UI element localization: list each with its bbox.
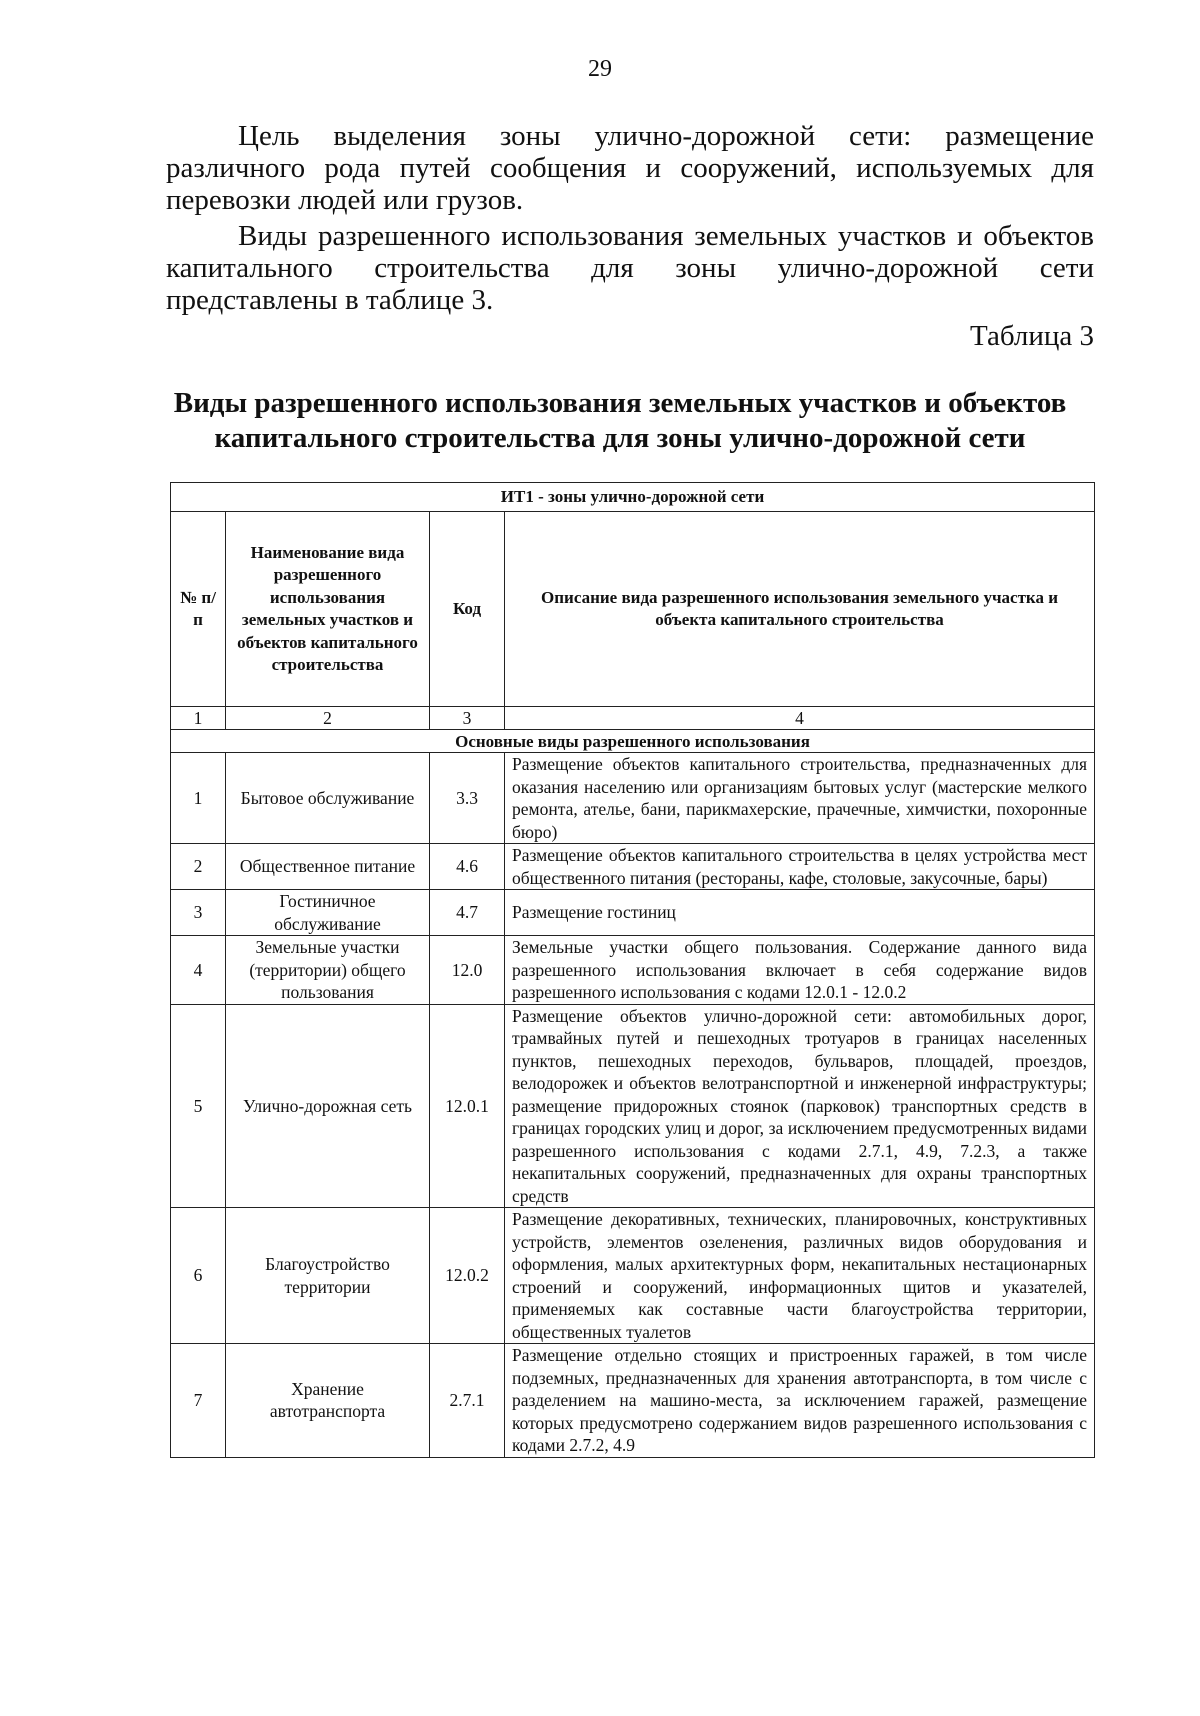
row-name: Гостиничное обслуживание <box>226 890 430 936</box>
table-row <box>171 844 1095 890</box>
table-row <box>171 1344 1095 1458</box>
row-name: Благоустройство территории <box>226 1208 430 1344</box>
row-number: 6 <box>171 1208 226 1344</box>
intro-paragraph-2 <box>166 220 1094 316</box>
table-row <box>171 890 1095 936</box>
table-row <box>171 1208 1095 1344</box>
row-number: 4 <box>171 936 226 1005</box>
col-number-4: 4 <box>505 707 1095 730</box>
col-number-2: 2 <box>226 707 430 730</box>
row-code: 12.0.1 <box>430 1004 505 1208</box>
col-header-num: № п/п <box>171 512 226 707</box>
row-name: Земельные участки (территории) общего пользования <box>226 936 430 1005</box>
table-row <box>171 1004 1095 1208</box>
zone-header: ИТ1 - зоны улично-дорожной сети <box>171 483 1095 512</box>
row-description: Размещение декоративных, технических, планировочных, конструктивных устройств, элементов озеленения, различных видов оборудования и оформления, малых архитектурных форм, некапитальных нестационарных строений и сооружений, информационных щитов и указателей, применяемых как составные части благоустройства территории, общественных туалетов <box>505 1208 1095 1344</box>
table-title-line-1: Виды разрешенного использования земельных участков и объектов <box>173 387 1067 419</box>
land-use-table <box>170 482 1095 1458</box>
row-number: 1 <box>171 753 226 844</box>
intro-paragraph-1-text: Цель выделения зоны улично-дорожной сети: размещение различного рода путей сообщения и сооружений, используемых для перевозки людей или грузов. <box>166 120 1094 216</box>
row-name: Бытовое обслуживание <box>226 753 430 844</box>
column-number-row <box>171 707 1095 730</box>
table-title-line-2: капитального строительства для зоны улично-дорожной сети <box>214 422 1026 454</box>
row-description: Размещение отдельно стоящих и пристроенных гаражей, в том числе подземных, предназначенных для хранения автотранспорта, в том числе с разделением на машино-места, за исключением гаражей, размещение которых предусмотрено содержанием видов разрешенного использования с кодами 2.7.2, 4.9 <box>505 1344 1095 1458</box>
row-number: 7 <box>171 1344 226 1458</box>
table-row <box>171 753 1095 844</box>
row-number: 3 <box>171 890 226 936</box>
col-header-code: Код <box>430 512 505 707</box>
intro-paragraph-2-text: Виды разрешенного использования земельных участков и объектов капитального строительства для зоны улично-дорожной сети представлены в таблице 3. <box>166 220 1094 316</box>
row-name: Улично-дорожная сеть <box>226 1004 430 1208</box>
row-name: Общественное питание <box>226 844 430 890</box>
row-code: 2.7.1 <box>430 1344 505 1458</box>
col-number-1: 1 <box>171 707 226 730</box>
table-label: Таблица 3 <box>969 320 1094 352</box>
zone-header-row <box>171 483 1095 512</box>
row-number: 2 <box>171 844 226 890</box>
row-description: Размещение объектов капитального строительства, предназначенных для оказания населению или организациям бытовых услуг (мастерские мелкого ремонта, ателье, бани, парикмахерские, прачечные, химчистки, похоронные бюро) <box>505 753 1095 844</box>
row-code: 12.0.2 <box>430 1208 505 1344</box>
section-title: Основные виды разрешенного использования <box>171 730 1095 753</box>
col-header-desc: Описание вида разрешенного использования земельного участка и объекта капитального строительства <box>505 512 1095 707</box>
table-row <box>171 936 1095 1005</box>
row-description: Размещение гостиниц <box>505 890 1095 936</box>
row-description: Земельные участки общего пользования. Содержание данного вида разрешенного использования включает в себя содержание видов разрешенного использования с кодами 12.0.1 - 12.0.2 <box>505 936 1095 1005</box>
row-code: 3.3 <box>430 753 505 844</box>
row-description: Размещение объектов улично-дорожной сети: автомобильных дорог, трамвайных путей и пешеходных тротуаров в границах населенных пунктов, пешеходных переходов, бульваров, площадей, проездов, велодорожек и объектов велотранспортной и инженерной инфраструктуры; размещение придорожных стоянок (парковок) транспортных средств в границах городских улиц и дорог, за исключением предусмотренных видами разрешенного использования с кодами 2.7.1, 4.9, 7.2.3, а также некапитальных сооружений, предназначенных для охраны транспортных средств <box>505 1004 1095 1208</box>
row-code: 4.6 <box>430 844 505 890</box>
row-code: 4.7 <box>430 890 505 936</box>
column-header-row <box>171 512 1095 707</box>
section-row <box>171 730 1095 753</box>
page-number: 29 <box>588 56 612 82</box>
intro-paragraph-1 <box>166 120 1094 216</box>
row-code: 12.0 <box>430 936 505 1005</box>
row-description: Размещение объектов капитального строительства в целях устройства мест общественного питания (рестораны, кафе, столовые, закусочные, бары) <box>505 844 1095 890</box>
col-header-name: Наименование вида разрешенного использования земельных участков и объектов капитального строительства <box>226 512 430 707</box>
row-name: Хранение автотранспорта <box>226 1344 430 1458</box>
col-number-3: 3 <box>430 707 505 730</box>
table-title <box>140 386 1100 456</box>
row-number: 5 <box>171 1004 226 1208</box>
